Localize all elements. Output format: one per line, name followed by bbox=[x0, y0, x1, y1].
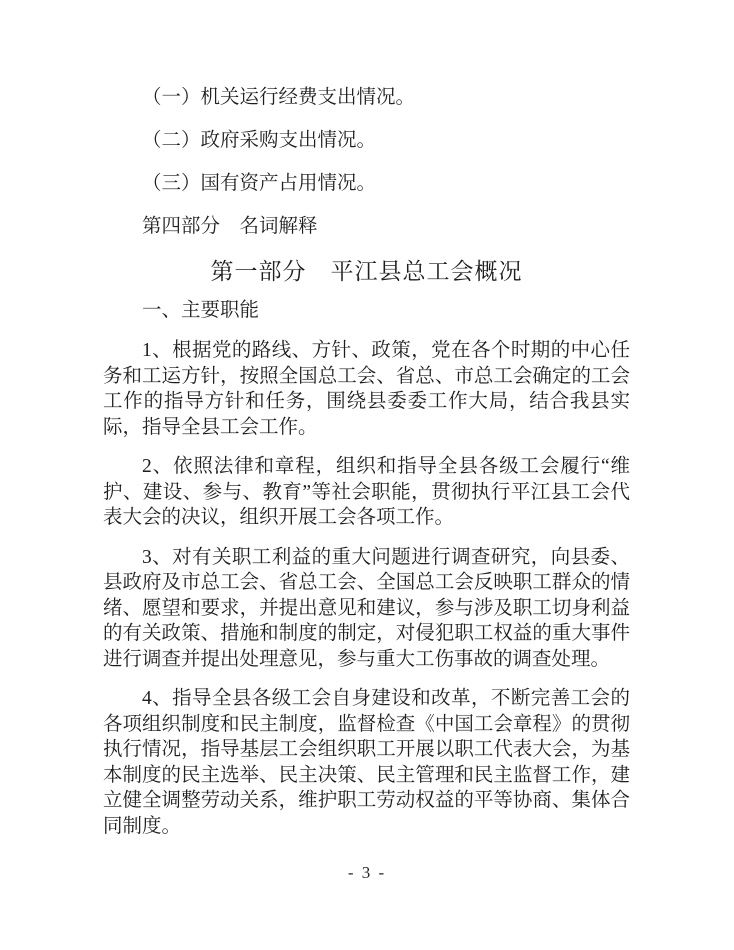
section-title: 第一部分 平江县总工会概况 bbox=[210, 259, 523, 284]
toc-item-1: （一）机关运行经费支出情况。 bbox=[142, 87, 416, 108]
body-paragraph-2: 2、依照法律和章程，组织和指导全县各级工会履行“维护、建设、参与、教育”等社会职能，贯彻执行平江县工会代表大会的决议，组织开展工会各项工作。 bbox=[103, 456, 630, 528]
toc-item-3: （三）国有资产占用情况。 bbox=[142, 173, 377, 194]
body-paragraph-1: 1、根据党的路线、方针、政策，党在各个时期的中心任务和工运方针，按照全国总工会、省总、市总工会确定的工会工作的指导方针和任务，围绕县委委工作大局，结合我县实际，指导全县工会工作。 bbox=[103, 340, 630, 438]
page-number: - 3 - bbox=[347, 863, 387, 882]
body-paragraph-4: 4、指导全县各级工会自身建设和改革，不断完善工会的各项组织制度和民主制度，监督检查《中国工会章程》的贯彻执行情况，指导基层工会组织职工开展以职工代表大会，为基本制度的民主选举、民主决策、民主管理和民主监督工作，建立健全调整劳动关系，维护职工劳动权益的平等协商、集体合同制度。 bbox=[103, 688, 630, 837]
body-paragraph-3: 3、对有关职工利益的重大问题进行调查研究，向县委、县政府及市总工会、省总工会、全国总工会反映职工群众的情绪、愿望和要求，并提出意见和建议，参与涉及职工切身利益的有关政策、措施和制度的制定，对侵犯职工权益的重大事件进行调查并提出处理意见，参与重大工伤事故的调查处理。 bbox=[103, 546, 630, 670]
toc-item-part4: 第四部分 名词解释 bbox=[142, 216, 318, 237]
section-heading: 一、主要职能 bbox=[142, 300, 260, 321]
toc-item-2: （二）政府采购支出情况。 bbox=[142, 130, 377, 151]
